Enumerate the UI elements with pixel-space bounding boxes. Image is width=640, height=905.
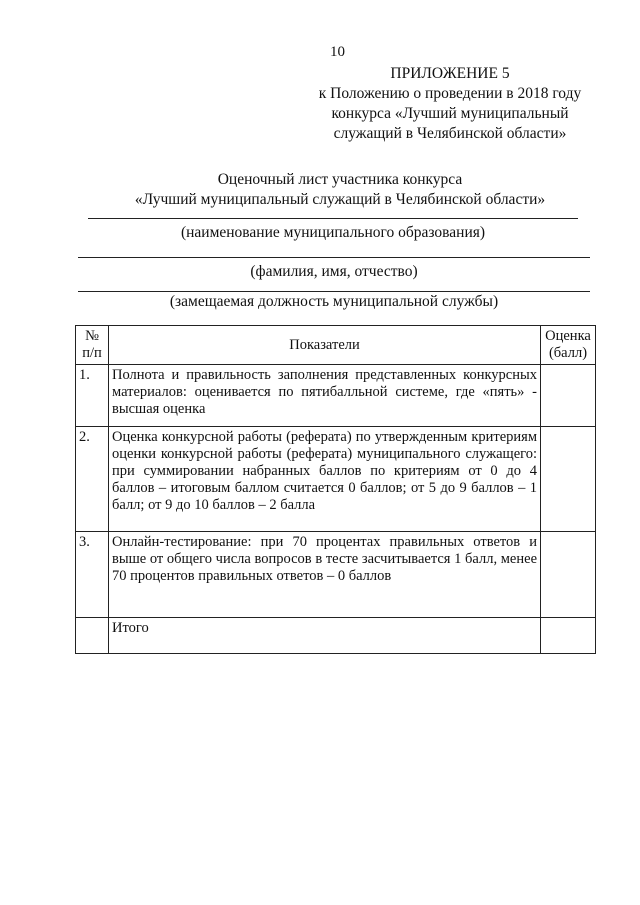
row-score[interactable]	[541, 365, 596, 427]
evaluation-table	[75, 325, 596, 654]
row-number: 1.	[76, 365, 109, 427]
appendix-header	[300, 64, 600, 144]
name-line	[78, 257, 590, 258]
appendix-line: служащий в Челябинской области»	[333, 125, 567, 142]
title-line-2: «Лучший муниципальный служащий в Челябинской области»	[134, 191, 546, 208]
row-score[interactable]	[541, 427, 596, 532]
header-score: Оценка (балл)	[541, 326, 596, 365]
row-score[interactable]	[541, 532, 596, 618]
name-caption: (фамилия, имя, отчество)	[250, 263, 418, 280]
table-header-row	[76, 326, 596, 365]
municipality-caption: (наименование муниципального образования)	[180, 224, 486, 241]
table-row	[76, 365, 596, 427]
title-line-1: Оценочный лист участника конкурса	[217, 171, 463, 188]
total-number	[76, 618, 109, 654]
row-number: 3.	[76, 532, 109, 618]
total-row	[76, 618, 596, 654]
position-line	[78, 291, 590, 292]
municipality-line	[88, 218, 578, 219]
appendix-heading: ПРИЛОЖЕНИЕ 5	[390, 65, 510, 82]
row-number: 2.	[76, 427, 109, 532]
appendix-line: к Положению о проведении в 2018 году	[318, 85, 582, 102]
page-number: 10	[330, 44, 345, 60]
row-indicator: Онлайн-тестирование: при 70 процентах правильных ответов и выше от общего числа вопросов в тесте засчитывается 1 балл, менее 70 процентов правильных ответов – 0 баллов	[109, 532, 541, 618]
total-score[interactable]	[541, 618, 596, 654]
header-indicators: Показатели	[109, 326, 541, 365]
document-title	[80, 170, 600, 210]
total-label: Итого	[109, 618, 541, 654]
table-row	[76, 427, 596, 532]
position-caption: (замещаемая должность муниципальной службы)	[169, 293, 499, 310]
header-number: № п/п	[76, 326, 109, 365]
row-indicator: Оценка конкурсной работы (реферата) по утвержденным критериям оценки конкурсной работы (реферата) муниципального служащего: при суммировании набранных баллов по критериям от 0 до 4 баллов – итоговым баллом считается 0 баллов; от 5 до 9 баллов – 1 балл; от 9 до 10 баллов – 2 балла	[109, 427, 541, 532]
row-indicator: Полнота и правильность заполнения представленных конкурсных материалов: оценивается по пятибалльной системе, где «пять» - высшая оценка	[109, 365, 541, 427]
appendix-line: конкурса «Лучший муниципальный	[331, 105, 569, 122]
table-row	[76, 532, 596, 618]
